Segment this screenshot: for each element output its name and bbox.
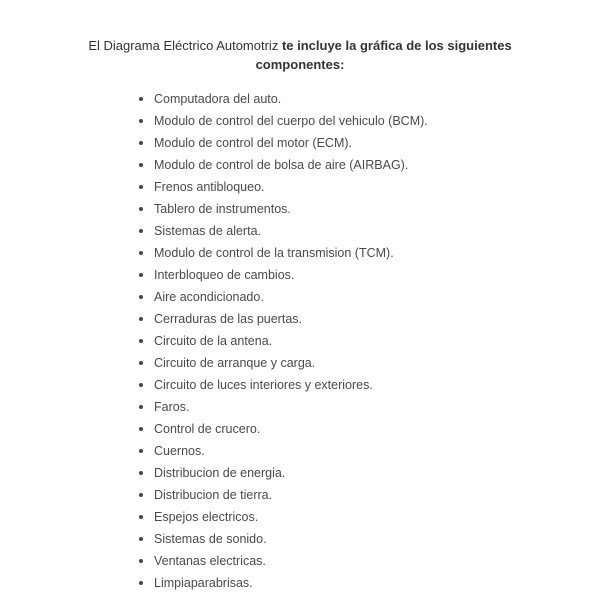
list-item-text: Circuito de luces interiores y exteriores. (154, 378, 373, 392)
list-item (136, 242, 428, 264)
list-item-text: Control de crucero. (154, 422, 261, 436)
list-item-text: Ventanas electricas. (154, 554, 266, 568)
list-item (136, 396, 428, 418)
list-item-text: Aire acondicionado. (154, 290, 264, 304)
bullet-icon (139, 251, 143, 255)
bullet-icon (139, 493, 143, 497)
bullet-icon (139, 427, 143, 431)
list-item (136, 352, 428, 374)
list-item (136, 308, 428, 330)
bullet-icon (139, 273, 143, 277)
list-item (136, 374, 428, 396)
list-item-text: Modulo de control de la transmision (TCM). (154, 246, 394, 260)
list-item (136, 132, 428, 154)
bullet-icon (139, 229, 143, 233)
list-item-text: Computadora del auto. (154, 92, 282, 106)
list-item-text: Faros. (154, 400, 190, 414)
list-item (136, 154, 428, 176)
heading-normal-text: El Diagrama Eléctrico Automotriz (88, 38, 282, 53)
bullet-icon (139, 471, 143, 475)
list-item-text: Espejos electricos. (154, 510, 259, 524)
list-item (136, 484, 428, 506)
list-item-text: Sistemas de sonido. (154, 532, 267, 546)
bullet-icon (139, 515, 143, 519)
list-item (136, 572, 428, 594)
list-item-text: Distribucion de tierra. (154, 488, 273, 502)
bullet-icon (139, 537, 143, 541)
bullet-icon (139, 317, 143, 321)
intro-heading (60, 36, 540, 74)
list-item-text: Limpiaparabrisas. (154, 576, 253, 590)
list-item (136, 220, 428, 242)
list-item (136, 286, 428, 308)
list-item-text: Sistemas de alerta. (154, 224, 261, 238)
list-item-text: Circuito de arranque y carga. (154, 356, 316, 370)
components-list (136, 88, 428, 594)
list-item (136, 330, 428, 352)
heading-bold-text: te incluye la gráfica de los siguientes componentes: (255, 38, 512, 72)
bullet-icon (139, 185, 143, 189)
bullet-icon (139, 119, 143, 123)
bullet-icon (139, 449, 143, 453)
list-item (136, 528, 428, 550)
list-item-text: Cerraduras de las puertas. (154, 312, 302, 326)
list-item-text: Modulo de control de bolsa de aire (AIRBAG). (154, 158, 409, 172)
list-item (136, 110, 428, 132)
bullet-icon (139, 295, 143, 299)
list-item (136, 550, 428, 572)
bullet-icon (139, 207, 143, 211)
list-item (136, 440, 428, 462)
bullet-icon (139, 405, 143, 409)
list-item-text: Tablero de instrumentos. (154, 202, 291, 216)
bullet-icon (139, 141, 143, 145)
list-item-text: Frenos antibloqueo. (154, 180, 265, 194)
bullet-icon (139, 559, 143, 563)
list-item (136, 418, 428, 440)
list-item (136, 88, 428, 110)
list-item-text: Distribucion de energia. (154, 466, 286, 480)
list-item-text: Modulo de control del motor (ECM). (154, 136, 352, 150)
bullet-icon (139, 383, 143, 387)
list-item-text: Circuito de la antena. (154, 334, 273, 348)
list-item (136, 264, 428, 286)
bullet-icon (139, 581, 143, 585)
list-item (136, 198, 428, 220)
list-item-text: Modulo de control del cuerpo del vehiculo (BCM). (154, 114, 428, 128)
bullet-icon (139, 163, 143, 167)
list-item (136, 176, 428, 198)
list-item-text: Cuernos. (154, 444, 205, 458)
list-item (136, 506, 428, 528)
list-item (136, 462, 428, 484)
bullet-icon (139, 339, 143, 343)
list-item-text: Interbloqueo de cambios. (154, 268, 295, 282)
bullet-icon (139, 361, 143, 365)
bullet-icon (139, 97, 143, 101)
